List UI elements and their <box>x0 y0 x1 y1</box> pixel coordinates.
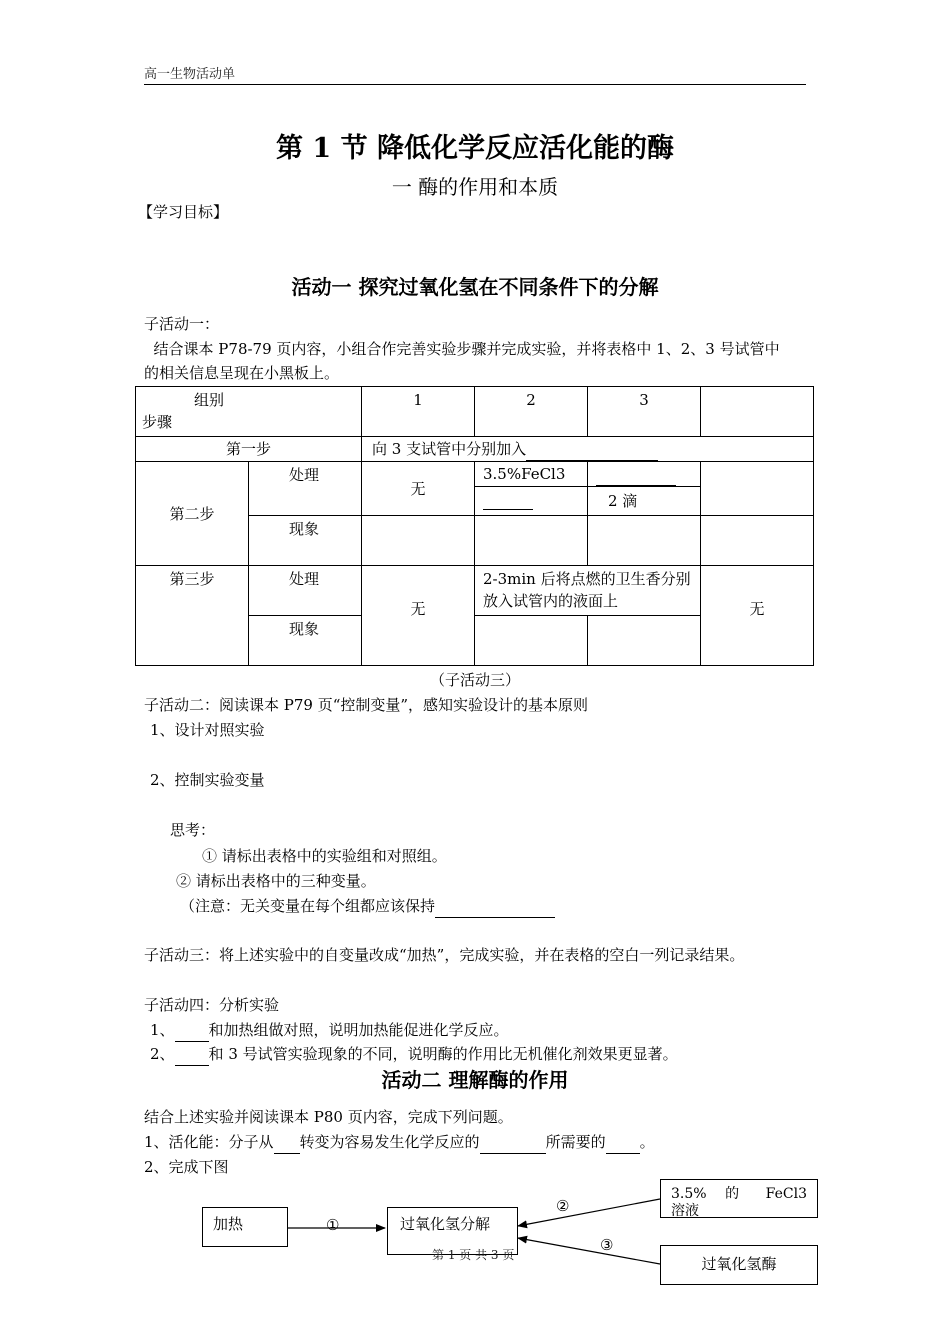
step3-phenom-label: 现象 <box>249 616 362 666</box>
step3-label: 第三步 <box>136 566 249 666</box>
sub-activity2-text: 子活动二：阅读课本 P79 页“控制变量”，感知实验设计的基本原则 <box>144 696 589 714</box>
table-header-col3: 3 <box>588 387 701 437</box>
table-header-group: 组别 <box>194 391 225 409</box>
sub-activity1-text-line1: 结合课本 P78-79 页内容，小组合作完善实验步骤并完成实验，并将表格中 1、2、3 号试管中 <box>144 340 780 358</box>
sub-activity2-item2: 2、控制实验变量 <box>150 771 265 789</box>
table-header-col1: 1 <box>362 387 475 437</box>
sub-activity1-label: 子活动一： <box>144 315 220 333</box>
sub-activity4-item1-text: 和加热组做对照，说明加热能促进化学反应。 <box>208 1021 509 1039</box>
diagram-box-heat: 加热 <box>202 1207 288 1247</box>
note-text: （注意：无关变量在每个组都应该保持 <box>180 897 436 915</box>
page-subtitle: 一 酶的作用和本质 <box>391 175 559 199</box>
activity2-q2: 2、完成下图 <box>144 1158 229 1176</box>
page-header: 高一生物活动单 <box>144 67 236 82</box>
sub-activity2-item1: 1、设计对照实验 <box>150 721 265 739</box>
step2-treat-col3-bottom: 2 滴 <box>588 487 701 516</box>
step3-col1: 无 <box>362 566 475 666</box>
step2-phenom-label: 现象 <box>249 516 362 566</box>
learning-goal-label: 【学习目标】 <box>138 203 229 221</box>
q1-part-b: 转变为容易发生化学反应的 <box>299 1133 480 1151</box>
step2-label: 第二步 <box>136 462 249 566</box>
q1-part-c: 所需要的 <box>545 1133 606 1151</box>
step2-treat-col1: 无 <box>362 462 475 516</box>
page-footer: 第 1 页 共 3 页 <box>432 1248 515 1262</box>
diagram-box-enzyme: 过氧化氢酶 <box>660 1245 818 1285</box>
step3-col4: 无 <box>701 566 814 666</box>
diagram-label-1: ① <box>326 1216 340 1234</box>
sub-activity4-item1-prefix: 1、 <box>150 1021 175 1039</box>
table-caption: （子活动三） <box>429 671 520 689</box>
activity2-intro: 结合上述实验并阅读课本 P80 页内容，完成下列问题。 <box>144 1108 513 1126</box>
activity2-heading: 活动二 理解酶的作用 <box>381 1068 569 1092</box>
think-item1: ① 请标出表格中的实验组和对照组。 <box>202 847 447 865</box>
step3-treat-text: 2-3min 后将点燃的卫生香分别放入试管内的液面上 <box>475 566 701 616</box>
think-item2: ② 请标出表格中的三种变量。 <box>176 872 376 890</box>
q1-part-d: 。 <box>639 1133 655 1151</box>
diagram-box-fecl3: 3.5% 的 FeCl3 溶液 <box>660 1179 818 1218</box>
sub-activity3-text: 子活动三：将上述实验中的自变量改成“加热”，完成实验，并在表格的空白一列记录结果。 <box>144 946 745 964</box>
sub-activity1-text-line2: 的相关信息呈现在小黑板上。 <box>144 364 340 382</box>
sub-activity4-item2-prefix: 2、 <box>150 1045 175 1063</box>
step2-treat-label: 处理 <box>249 462 362 516</box>
step1-label: 第一步 <box>136 437 362 462</box>
diagram-box-h2o2-decomposition: 过氧化氢分解 <box>387 1207 518 1255</box>
sub-activity4-label: 子活动四：分析实验 <box>144 996 280 1014</box>
diagram-label-2: ② <box>556 1197 570 1215</box>
page-title: 第 1 节 降低化学反应活化能的酶 <box>276 133 674 164</box>
step3-treat-label: 处理 <box>249 566 362 616</box>
table-header-col2: 2 <box>475 387 588 437</box>
diagram-label-3: ③ <box>600 1236 614 1254</box>
sub-activity4-item2-text: 和 3 号试管实验现象的不同，说明酶的作用比无机催化剂效果更显著。 <box>208 1045 678 1063</box>
step1-text: 向 3 支试管中分别加入 <box>372 439 527 458</box>
table-header-steps: 步骤 <box>142 413 173 431</box>
think-label: 思考： <box>170 821 216 839</box>
step2-treat-col2-top: 3.5%FeCl3 <box>475 462 588 487</box>
activity1-heading: 活动一 探究过氧化氢在不同条件下的分解 <box>291 275 659 299</box>
q1-part-a: 1、活化能：分子从 <box>144 1133 274 1151</box>
